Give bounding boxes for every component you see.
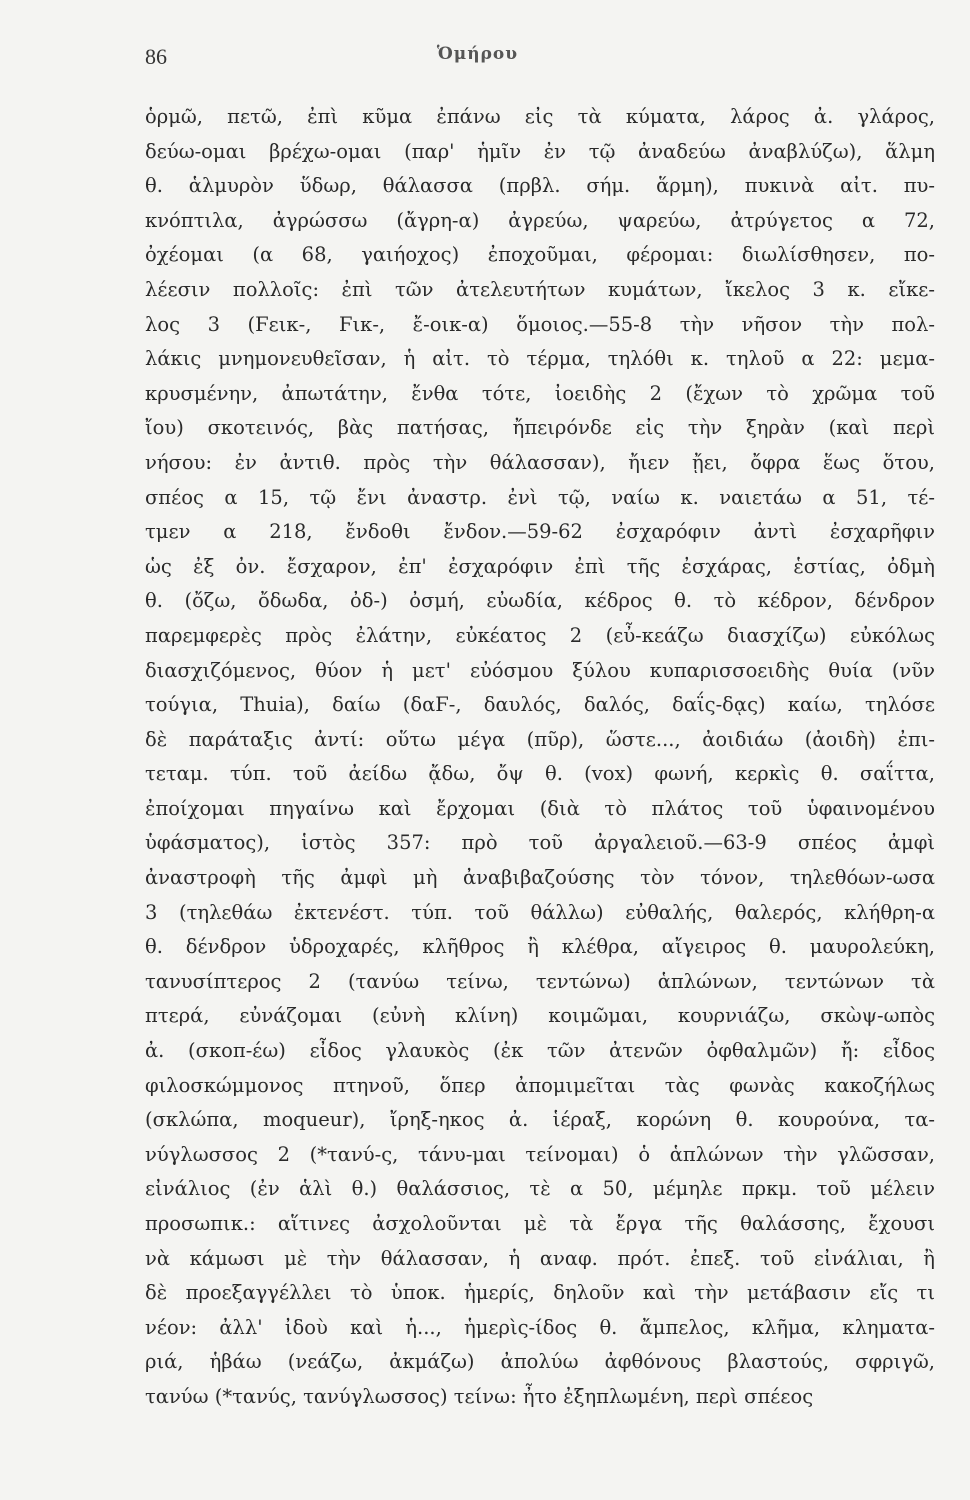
- text-line: δὲ παράταξις ἀντί: οὕτω μέγα (πῦρ), ὥστε..., ἀοιδιάω (ἀοιδὴ) ἐπι-: [145, 727, 935, 751]
- text-line: θ. (ὄζω, ὄδωδα, ὀδ-) ὀσμή, εὐωδία, κέδρος θ. τὸ κέδρον, δένδρον: [145, 589, 935, 613]
- text-line: ἀναστροφὴ τῆς ἀμφὶ μὴ ἀναβιβαζούσης τὸν τόνον, τηλεθόων-ωσα: [145, 866, 935, 890]
- text-line: τεταμ. τύπ. τοῦ ἀείδω ᾄδω, ὄψ θ. (vox) φωνή, κερκὶς θ. σαΐττα,: [145, 762, 935, 786]
- text-line: τανύω (*τανύς, τανύγλωσσος) τείνω: ἦτο ἐξηπλωμένη, περὶ σπέεος: [145, 1384, 814, 1408]
- text-line: ριά, ἡβάω (νεάζω, ἀκμάζω) ἀπολύω ἀφθόνους βλαστούς, σφριγῶ,: [145, 1350, 935, 1374]
- text-line: κρυσμένην, ἀπωτάτην, ἔνθα τότε, ἰοειδὴς 2 (ἔχων τὸ χρῶμα τοῦ: [145, 381, 935, 405]
- text-line: ὑφάσματος), ἱστὸς 357: πρὸ τοῦ ἀργαλειοῦ.—63-9 σπέος ἀμφὶ: [145, 831, 935, 855]
- text-line: τμεν α 218, ἔνδοθι ἔνδον.—59-62 ἐσχαρόφιν ἀντὶ ἐσχαρῆφιν: [145, 520, 935, 544]
- text-line: νήσου: ἐν ἀντιθ. πρὸς τὴν θάλασσαν), ἤιεν ᾔει, ὄφρα ἕως ὅτου,: [145, 450, 935, 474]
- running-head: Ὁμήρου: [436, 44, 519, 64]
- text-line: ἴου) σκοτεινός, βὰς πατήσας, ἤπειρόνδε εἰς τὴν ξηρὰν (καὶ περὶ: [145, 416, 935, 440]
- commentary-text: [145, 100, 935, 1415]
- text-line: φιλοσκώμμονος πτηνοῦ, ὅπερ ἀπομιμεῖται τὰς φωνὰς κακοζήλως: [145, 1073, 935, 1097]
- text-line: νὰ κάμωσι μὲ τὴν θάλασσαν, ἡ αναφ. πρότ. ἐπεξ. τοῦ εἰνάλιαι, ἢ: [145, 1246, 935, 1270]
- text-line: σπέος α 15, τῷ ἔνι ἀναστρ. ἐνὶ τῷ, ναίω κ. ναιετάω α 51, τέ-: [145, 485, 935, 509]
- text-line: ὀχέομαι (α 68, γαιήοχος) ἐποχοῦμαι, φέρομαι: διωλίσθησεν, πο-: [145, 243, 935, 267]
- text-line: νέον: ἀλλ' ἰδοὺ καὶ ἡ..., ἡμερὶς-ίδος θ. ἄμπελος, κλῆμα, κληματα-: [145, 1315, 935, 1339]
- text-line: θ. δένδρον ὑδροχαρές, κλῆθρος ἢ κλέθρα, αἴγειρος θ. μαυρολεύκη,: [145, 935, 935, 959]
- text-line: κνόπτιλα, ἀγρώσσω (ἄγρη-α) ἀγρεύω, ψαρεύω, ἀτρύγετος α 72,: [145, 208, 935, 232]
- text-line: δεύω-ομαι βρέχω-ομαι (παρ' ἡμῖν ἐν τῷ ἀναδεύω ἀναβλύζω), ἅλμη: [145, 139, 935, 163]
- text-line: εἰνάλιος (ἐν ἁλὶ θ.) θαλάσσιος, τὲ α 50, μέμηλε πρκμ. τοῦ μέλειν: [145, 1177, 935, 1201]
- text-line: (σκλώπα, moqueur), ἴρηξ-ηκος ἀ. ἱέραξ, κορώνη θ. κουρούνα, τα-: [145, 1108, 935, 1132]
- text-line: ἐποίχομαι πηγαίνω καὶ ἔρχομαι (διὰ τὸ πλάτος τοῦ ὑφαινομένου: [145, 796, 935, 820]
- text-line: τούγια, Thuia), δαίω (δαϜ-, δαυλός, δαλός, δαΐς-δᾳς) καίω, τηλόσε: [145, 693, 935, 717]
- text-line: ἀ. (σκοπ-έω) εἶδος γλαυκὸς (ἐκ τῶν ἀτενῶν ὀφθαλμῶν) ἤ: εἶδος: [145, 1039, 935, 1063]
- text-line: δὲ προεξαγγέλλει τὸ ὑποκ. ἡμερίς, δηλοῦν καὶ τὴν μετάβασιν εἴς τι: [145, 1281, 935, 1305]
- text-line: λάκις μνημονευθεῖσαν, ἡ αἰτ. τὸ τέρμα, τηλόθι κ. τηλοῦ α 22: μεμα-: [145, 347, 935, 371]
- text-line: διασχιζόμενος, θύον ἡ μετ' εὐόσμου ξύλου κυπαρισσοειδὴς θυία (νῦν: [145, 658, 935, 682]
- text-line: θ. ἁλμυρὸν ὕδωρ, θάλασσα (πρβλ. σήμ. ἅρμη), πυκινὰ αἰτ. πυ-: [145, 174, 935, 198]
- text-line: ὁρμῶ, πετῶ, ἐπὶ κῦμα ἐπάνω εἰς τὰ κύματα, λάρος ἀ. γλάρος,: [145, 105, 935, 128]
- text-line: πτερά, εὐνάζομαι (εὐνὴ κλίνη) κοιμῶμαι, κουρνιάζω, σκὼψ-ωπὸς: [145, 1004, 935, 1028]
- text-line: τανυσίπτερος 2 (τανύω τείνω, τεντώνω) ἁπλώνων, τεντώνων τὰ: [145, 969, 935, 993]
- text-line: παρεμφερὲς πρὸς ἐλάτην, εὐκέατος 2 (εὖ-κεάζω διασχίζω) εὐκόλως: [145, 623, 935, 647]
- text-line: λος 3 (Ϝεικ-, Ϝικ-, ἔ-οικ-α) ὅμοιος.—55-8 τὴν νῆσον τὴν πολ-: [145, 312, 935, 336]
- text-line: ὡς ἐξ ὀν. ἔσχαρον, ἐπ' ἐσχαρόφιν ἐπὶ τῆς ἐσχάρας, ἑστίας, ὀδμὴ: [145, 554, 935, 578]
- text-line: 3 (τηλεθάω ἐκτενέστ. τύπ. τοῦ θάλλω) εὐθαλής, θαλερός, κλήθρη-α: [145, 900, 935, 924]
- page-header: [145, 44, 810, 76]
- text-line: λέεσιν πολλοῖς: ἐπὶ τῶν ἀτελευτήτων κυμάτων, ἴκελος 3 κ. εἴκε-: [145, 277, 935, 301]
- text-line: νύγλωσσος 2 (*τανύ-ς, τάνυ-μαι τείνομαι) ὁ ἁπλώνων τὴν γλῶσσαν,: [145, 1142, 935, 1166]
- text-line: προσωπικ.: αἵτινες ἀσχολοῦνται μὲ τὰ ἔργα τῆς θαλάσσης, ἔχουσι: [145, 1212, 935, 1235]
- page-number: 86: [145, 44, 167, 69]
